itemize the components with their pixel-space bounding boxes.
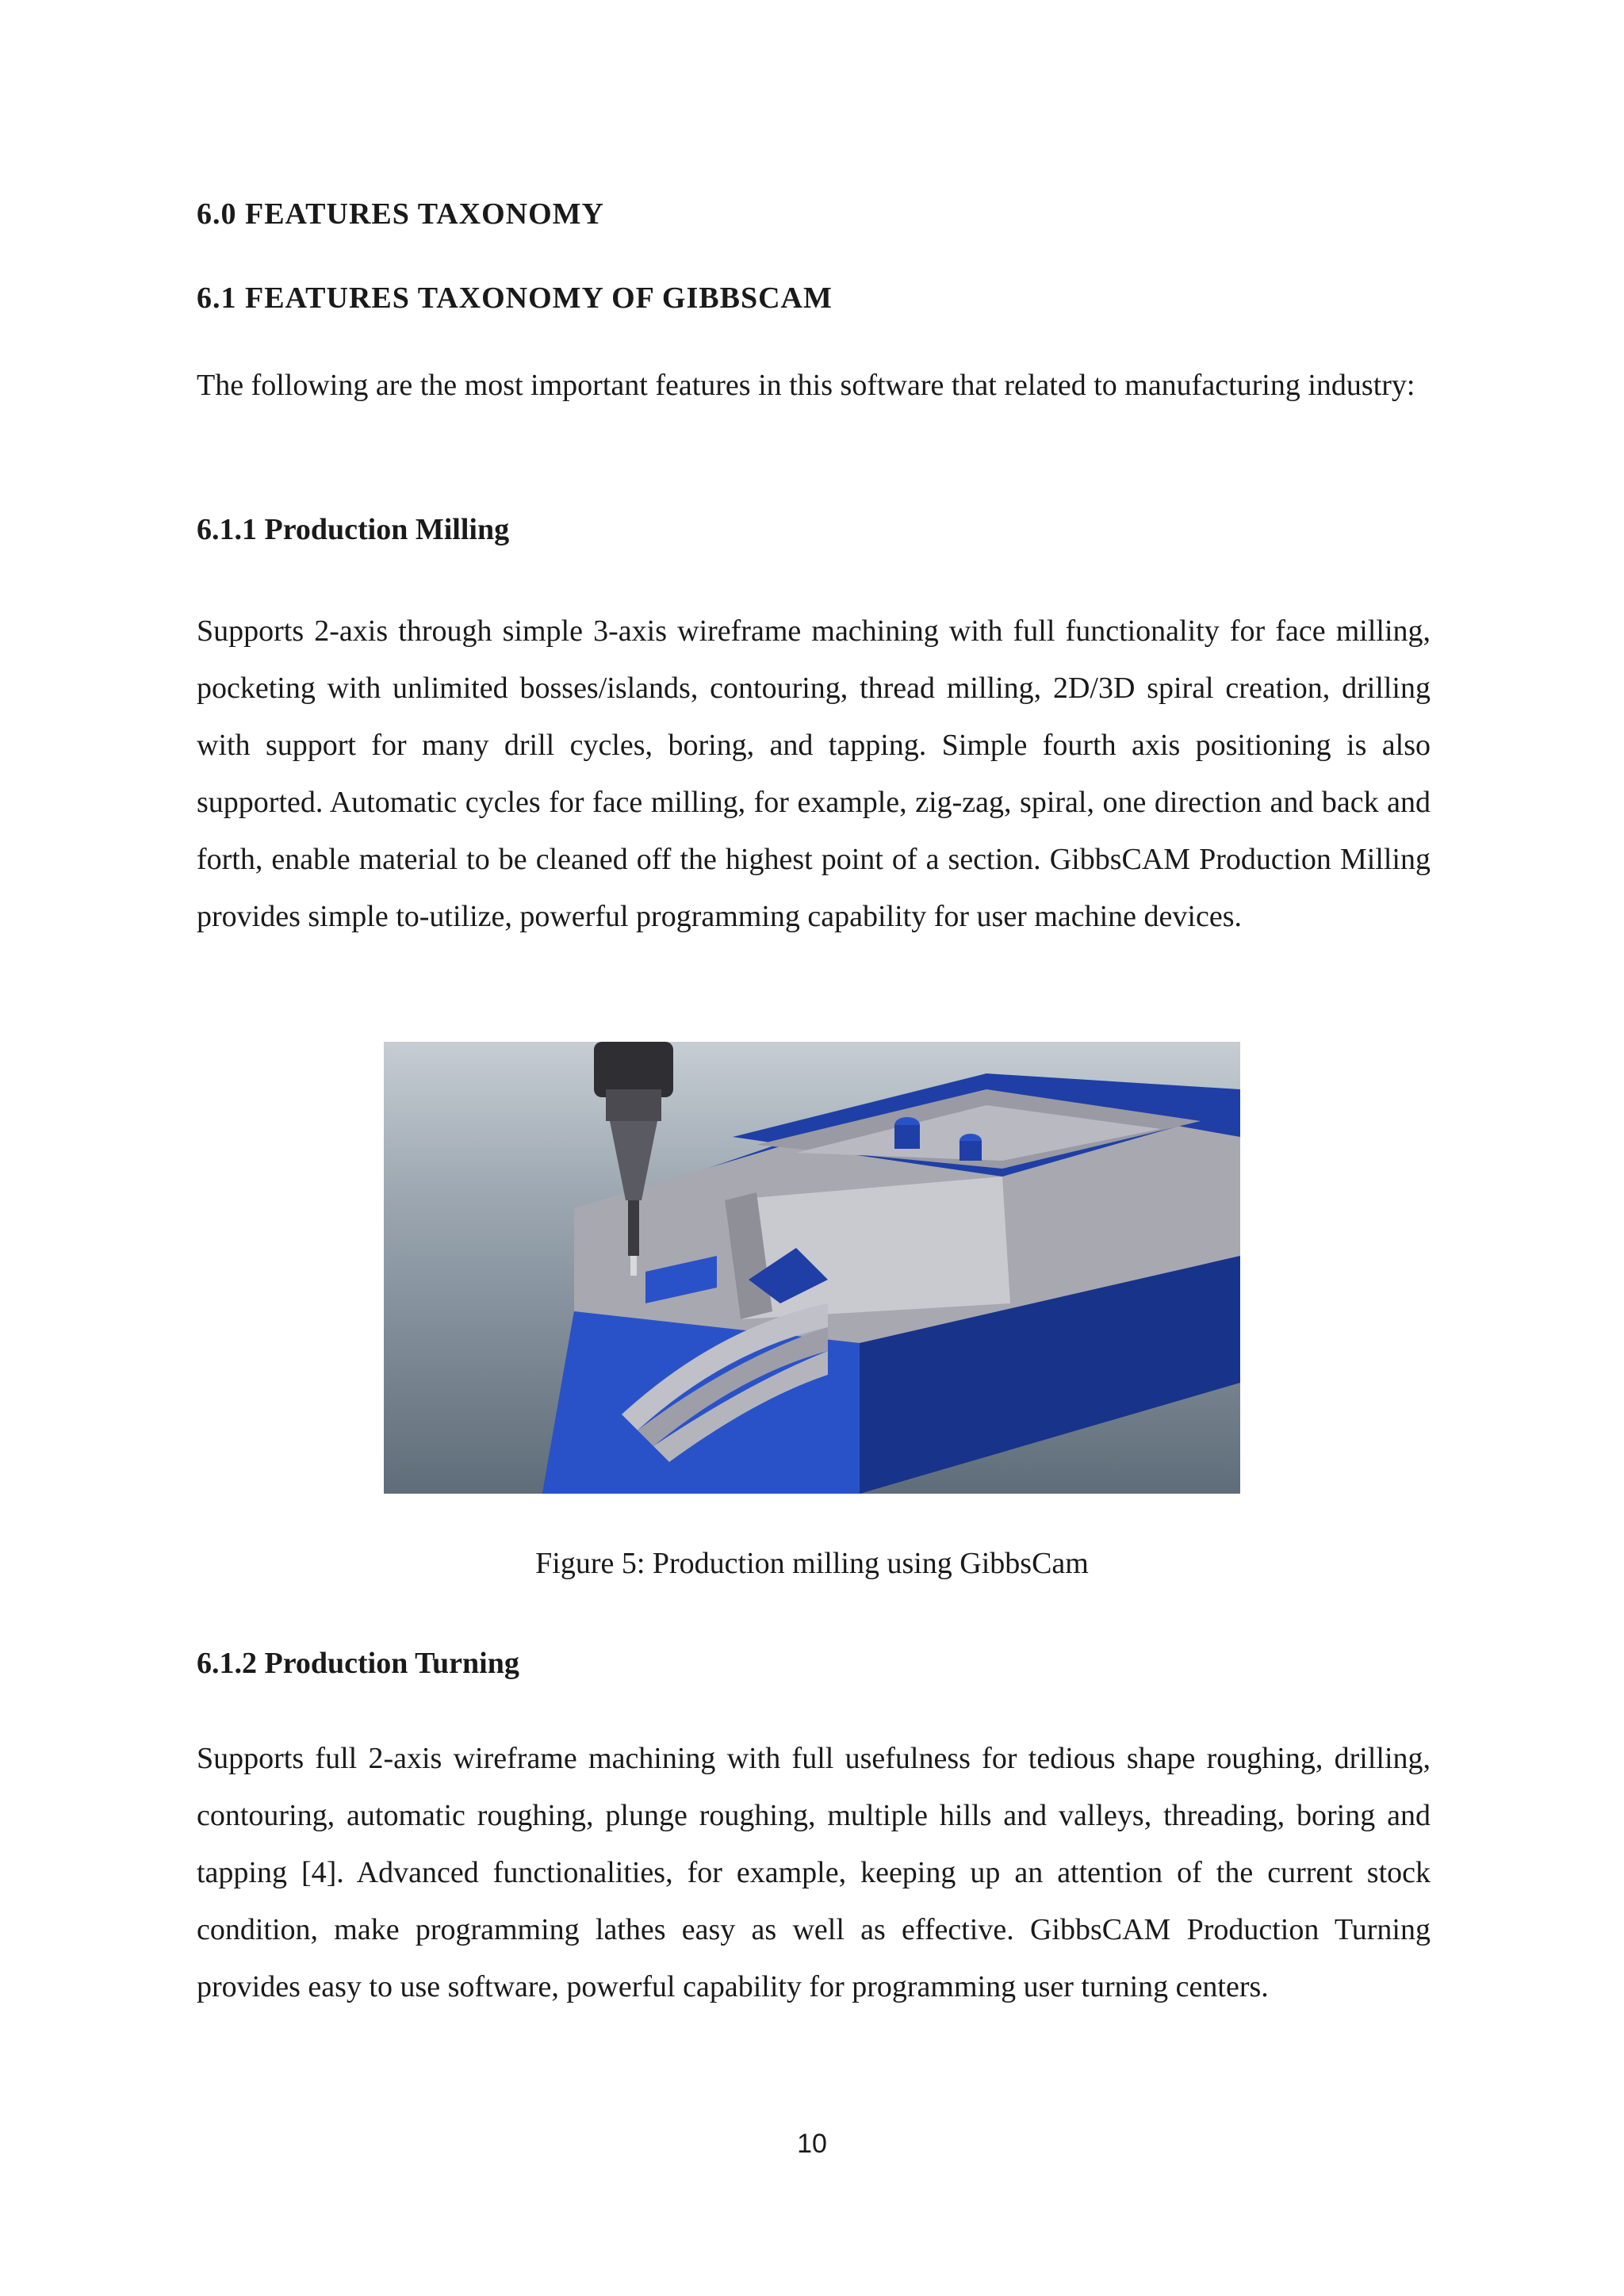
cnc-milling-illustration [384, 1042, 1240, 1494]
section-heading-turning: 6.1.2 Production Turning [197, 1647, 519, 1680]
page-number: 10 [797, 2129, 827, 2159]
main-heading: 6.0 FEATURES TAXONOMY [197, 197, 604, 231]
intro-paragraph: The following are the most important features in this software that related to manufacturing industry: [197, 369, 1415, 402]
sub-heading: 6.1 FEATURES TAXONOMY OF GIBBSCAM [197, 281, 833, 315]
turning-paragraph: Supports full 2-axis wireframe machining with full usefulness for tedious shape roughing, drilling, contouring, automatic roughing, plunge roughing, multiple hills and valleys, threading, boring and tapping [4]. Advanced functionalities, for example, keeping up an attention of the current stock condition, make programming lathes easy as well as effective. GibbsCAM Production Turning provides easy to use software, powerful capability for programming user turning centers. [197, 1742, 1431, 2003]
section-heading-milling: 6.1.1 Production Milling [197, 513, 510, 546]
milling-paragraph: Supports 2-axis through simple 3-axis wireframe machining with full functionality for face milling, pocketing with unlimited bosses/islands, contouring, thread milling, 2D/3D spiral creation, drilling with support for many drill cycles, boring, and tapping. Simple fourth axis positioning is also supported. Automatic cycles for face milling, for example, zig-zag, spiral, one direction and back and forth, enable material to be cleaned off the highest point of a section. GibbsCAM Production Milling provides simple to-utilize, powerful programming capability for user machine devices. [197, 614, 1431, 933]
milling-figure-image [384, 1042, 1240, 1494]
figure-caption: Figure 5: Production milling using GibbsCam [535, 1547, 1089, 1580]
